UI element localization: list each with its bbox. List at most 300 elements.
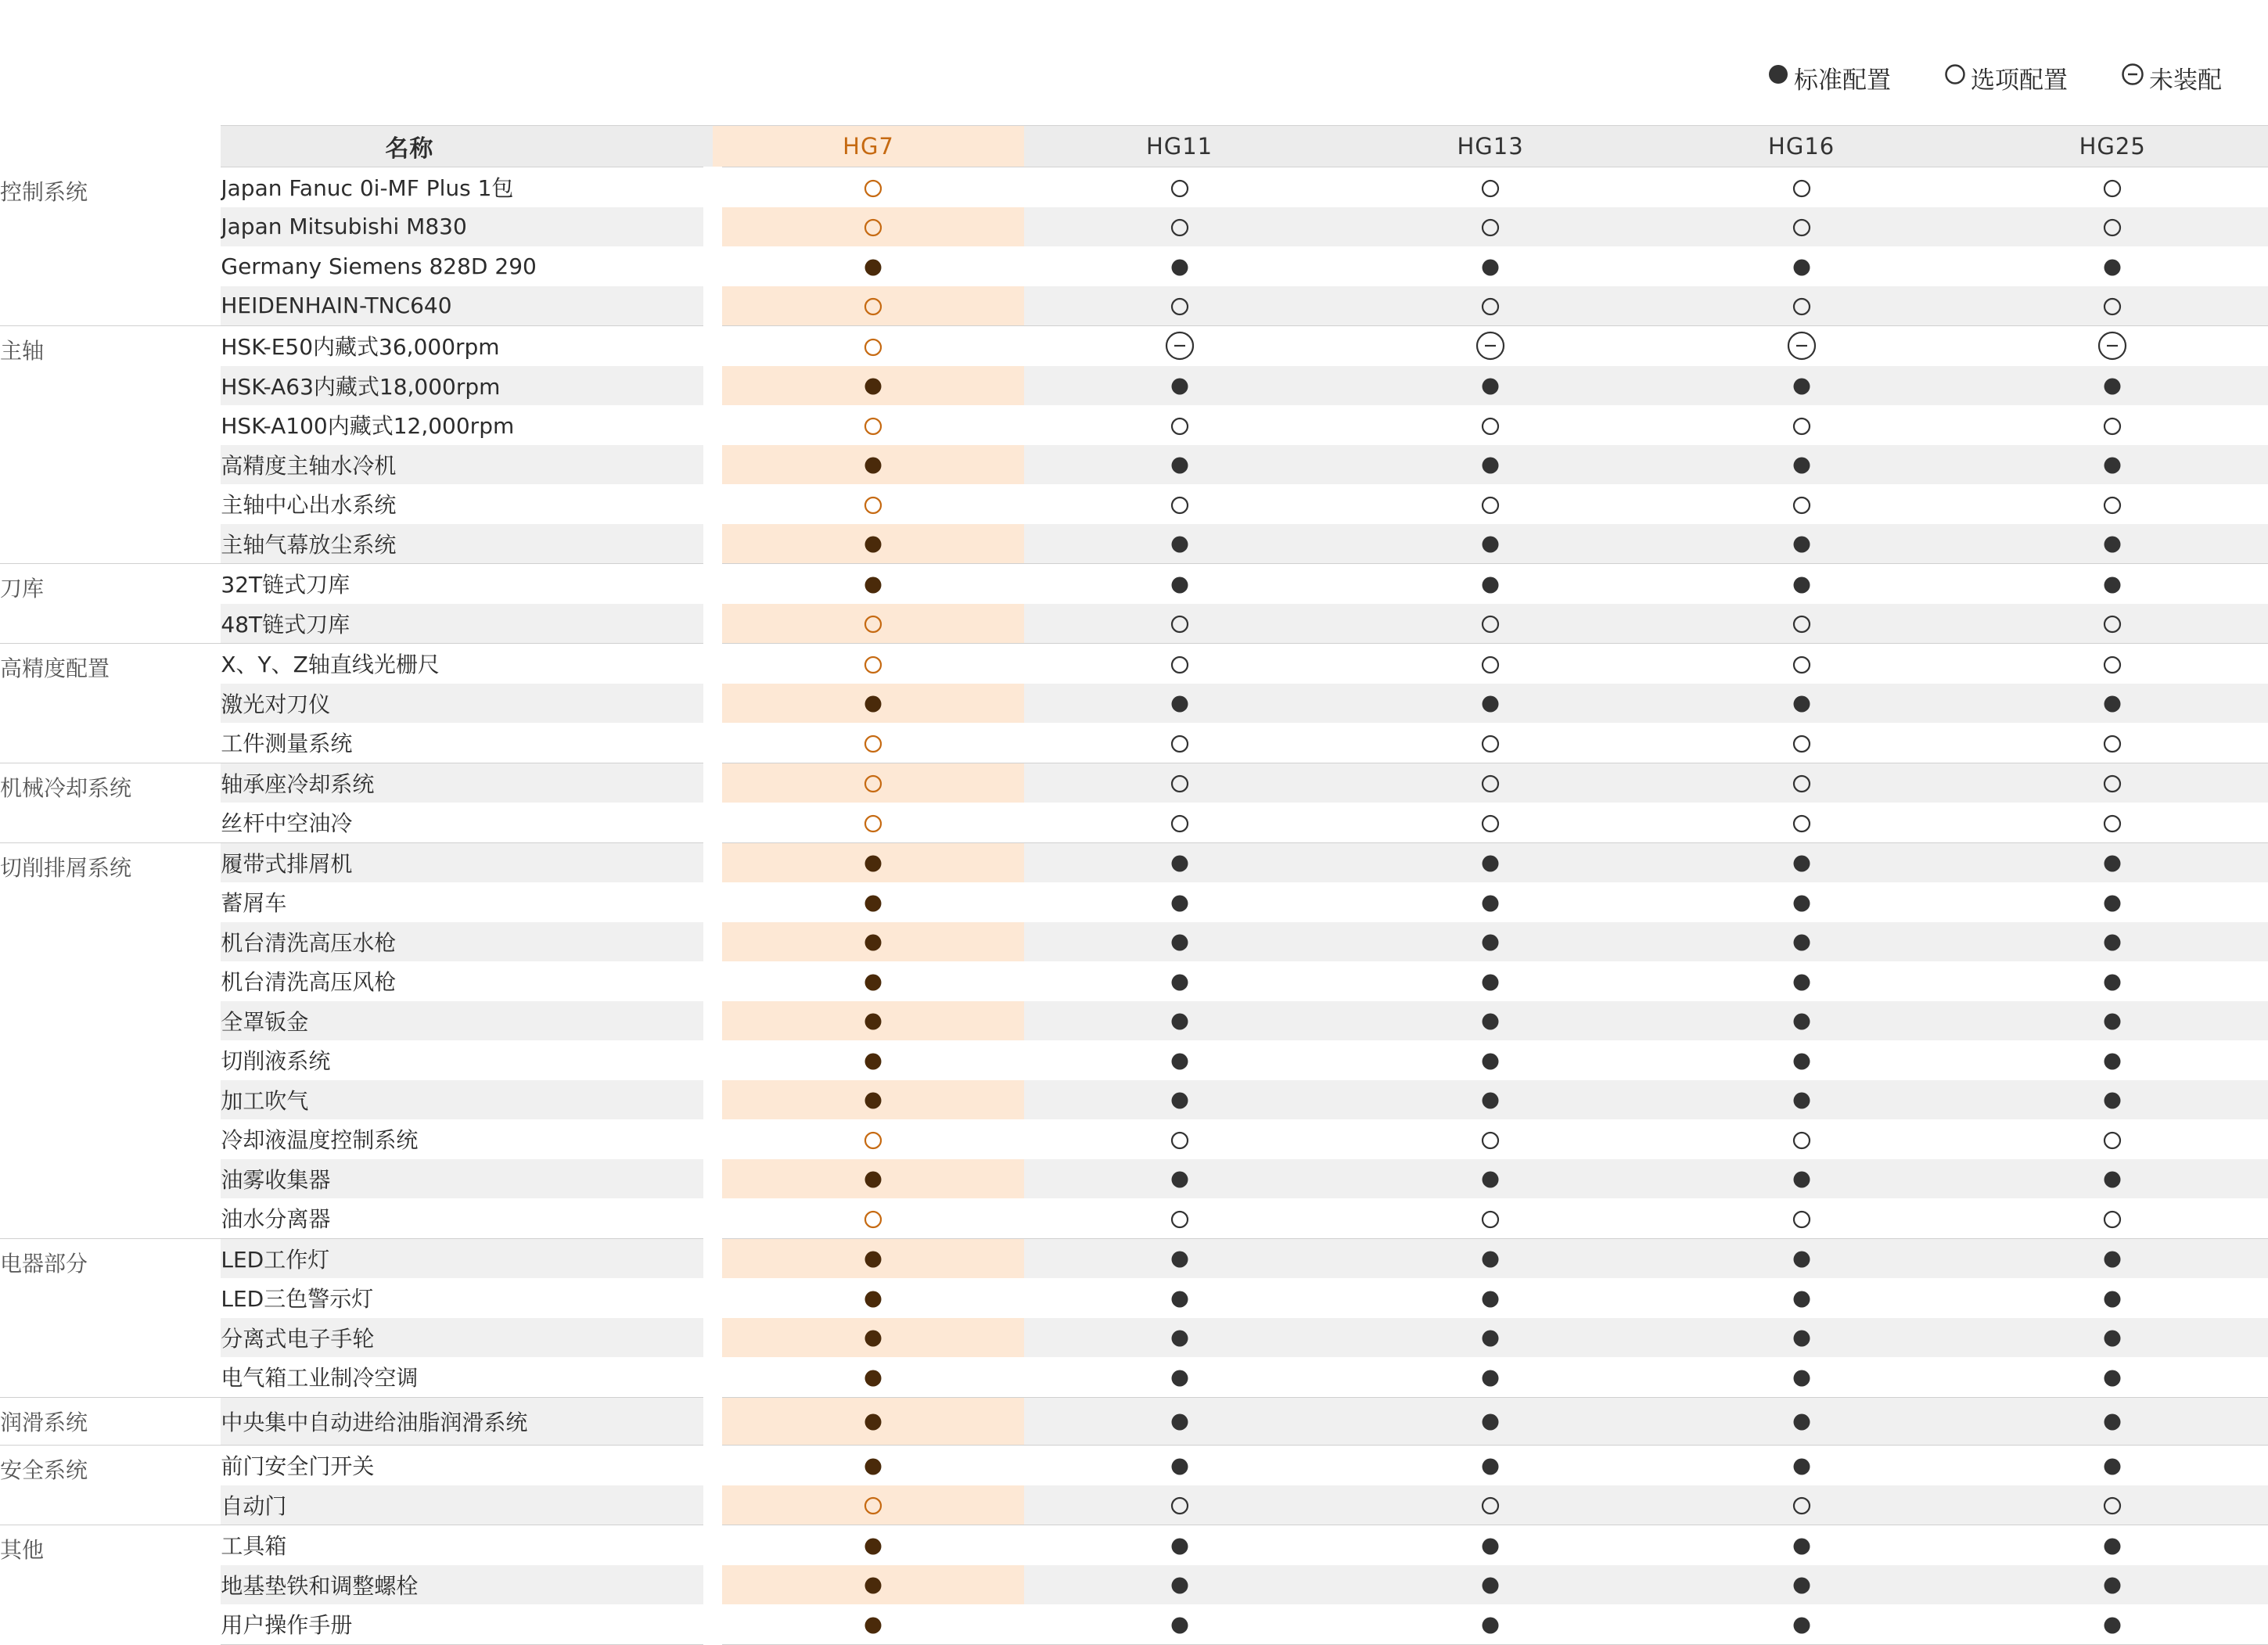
table-row bbox=[0, 484, 2268, 524]
hollow-circle-icon bbox=[1170, 655, 1189, 674]
hollow-circle-icon bbox=[1170, 417, 1189, 436]
value-cell-hg11 bbox=[1024, 684, 1335, 724]
value-cell-hg7 bbox=[713, 286, 1024, 326]
category-label: 电器部分 bbox=[0, 1238, 221, 1397]
legend-label-optional: 选项配置 bbox=[1971, 66, 2068, 95]
value-cell-hg7 bbox=[713, 842, 1024, 882]
filled-circle-icon bbox=[1481, 854, 1500, 873]
feature-name: 用户操作手册 bbox=[221, 1604, 713, 1644]
value-cell-hg16 bbox=[1646, 326, 1957, 366]
filled-circle-icon bbox=[2103, 1290, 2122, 1309]
table-row bbox=[0, 1238, 2268, 1278]
hollow-circle-icon bbox=[1481, 417, 1500, 436]
value-cell-hg11 bbox=[1024, 1446, 1335, 1485]
filled-circle-icon bbox=[864, 258, 882, 277]
filled-circle-icon bbox=[864, 695, 882, 713]
filled-circle-icon bbox=[1481, 933, 1500, 952]
category-label: 润滑系统 bbox=[0, 1397, 221, 1446]
hollow-circle-icon bbox=[2103, 297, 2122, 316]
filled-circle-icon bbox=[2103, 1170, 2122, 1189]
hollow-circle-icon bbox=[1792, 1210, 1811, 1229]
value-cell-hg11 bbox=[1024, 1001, 1335, 1041]
table-row bbox=[0, 1525, 2268, 1565]
filled-circle-icon bbox=[1170, 1616, 1189, 1635]
hollow-circle-icon bbox=[1170, 1210, 1189, 1229]
value-cell-hg16 bbox=[1646, 1159, 1957, 1199]
value-cell-hg16 bbox=[1646, 1080, 1957, 1120]
value-cell-hg11 bbox=[1024, 246, 1335, 286]
hollow-circle-icon bbox=[1792, 1131, 1811, 1150]
hollow-circle-icon bbox=[1792, 655, 1811, 674]
hollow-circle-icon bbox=[1792, 774, 1811, 793]
filled-circle-icon bbox=[1792, 1329, 1811, 1348]
value-cell-hg11 bbox=[1024, 1119, 1335, 1159]
value-cell-hg7 bbox=[713, 564, 1024, 604]
value-cell-hg11 bbox=[1024, 842, 1335, 882]
value-cell-hg13 bbox=[1335, 803, 1646, 842]
value-cell-hg11 bbox=[1024, 1565, 1335, 1605]
filled-circle-icon bbox=[1170, 576, 1189, 594]
value-cell-hg16 bbox=[1646, 1278, 1957, 1318]
value-cell-hg7 bbox=[713, 723, 1024, 763]
filled-circle-icon bbox=[1792, 1576, 1811, 1595]
value-cell-hg16 bbox=[1646, 1485, 1957, 1525]
header-model-hg13: HG13 bbox=[1335, 126, 1646, 167]
value-cell-hg7 bbox=[713, 1604, 1024, 1644]
value-cell-hg25 bbox=[1957, 922, 2268, 962]
hollow-circle-icon bbox=[1481, 179, 1500, 198]
value-cell-hg7 bbox=[713, 1119, 1024, 1159]
feature-name: HSK-A63内藏式18,000rpm bbox=[221, 366, 713, 406]
value-cell-hg13 bbox=[1335, 564, 1646, 604]
table-row bbox=[0, 246, 2268, 286]
hollow-circle-icon bbox=[864, 814, 882, 833]
value-cell-hg7 bbox=[713, 1318, 1024, 1358]
hollow-circle-icon bbox=[1170, 1496, 1189, 1515]
feature-name: 激光对刀仪 bbox=[221, 684, 713, 724]
value-cell-hg25 bbox=[1957, 1001, 2268, 1041]
header-model-hg11: HG11 bbox=[1024, 126, 1335, 167]
value-cell-hg16 bbox=[1646, 366, 1957, 406]
filled-circle-icon bbox=[1792, 1091, 1811, 1110]
value-cell-hg13 bbox=[1335, 763, 1646, 803]
value-cell-hg25 bbox=[1957, 803, 2268, 842]
hollow-circle-icon bbox=[1944, 63, 1966, 92]
filled-circle-icon bbox=[1170, 973, 1189, 992]
filled-circle-icon bbox=[1481, 1012, 1500, 1031]
value-cell-hg13 bbox=[1335, 1525, 1646, 1565]
filled-circle-icon bbox=[1481, 1413, 1500, 1431]
filled-circle-icon bbox=[1170, 1537, 1189, 1556]
value-cell-hg25 bbox=[1957, 1119, 2268, 1159]
value-cell-hg13 bbox=[1335, 684, 1646, 724]
filled-circle-icon bbox=[864, 1413, 882, 1431]
value-cell-hg16 bbox=[1646, 1001, 1957, 1041]
filled-circle-icon bbox=[1792, 894, 1811, 913]
legend-label-standard: 标准配置 bbox=[1794, 66, 1891, 95]
filled-circle-icon bbox=[864, 576, 882, 594]
filled-circle-icon bbox=[2103, 894, 2122, 913]
value-cell-hg7 bbox=[713, 644, 1024, 684]
value-cell-hg11 bbox=[1024, 882, 1335, 922]
filled-circle-icon bbox=[864, 894, 882, 913]
filled-circle-icon bbox=[864, 1091, 882, 1110]
value-cell-hg11 bbox=[1024, 484, 1335, 524]
value-cell-hg11 bbox=[1024, 1198, 1335, 1238]
feature-name: 中央集中自动进给油脂润滑系统 bbox=[221, 1397, 713, 1446]
value-cell-hg13 bbox=[1335, 286, 1646, 326]
value-cell-hg7 bbox=[713, 1040, 1024, 1080]
legend-item-standard bbox=[1767, 60, 1891, 95]
value-cell-hg11 bbox=[1024, 1525, 1335, 1565]
category-label: 安全系统 bbox=[0, 1446, 221, 1525]
hollow-circle-icon bbox=[1481, 1496, 1500, 1515]
value-cell-hg7 bbox=[713, 366, 1024, 406]
value-cell-hg25 bbox=[1957, 1318, 2268, 1358]
hollow-circle-icon bbox=[2103, 1496, 2122, 1515]
value-cell-hg25 bbox=[1957, 246, 2268, 286]
hollow-circle-icon bbox=[864, 218, 882, 237]
value-cell-hg7 bbox=[713, 1001, 1024, 1041]
value-cell-hg11 bbox=[1024, 1238, 1335, 1278]
value-cell-hg13 bbox=[1335, 1159, 1646, 1199]
value-cell-hg16 bbox=[1646, 644, 1957, 684]
filled-circle-icon bbox=[2103, 1369, 2122, 1388]
value-cell-hg13 bbox=[1335, 246, 1646, 286]
header-category-blank bbox=[0, 126, 221, 167]
feature-name: 地基垫铁和调整螺栓 bbox=[221, 1565, 713, 1605]
value-cell-hg25 bbox=[1957, 405, 2268, 445]
value-cell-hg25 bbox=[1957, 961, 2268, 1001]
value-cell-hg25 bbox=[1957, 1080, 2268, 1120]
hollow-circle-icon bbox=[864, 297, 882, 316]
hollow-circle-icon bbox=[2103, 774, 2122, 793]
category-label: 切削排屑系统 bbox=[0, 842, 221, 1238]
filled-circle-icon bbox=[864, 1329, 882, 1348]
feature-name: 切削液系统 bbox=[221, 1040, 713, 1080]
value-cell-hg16 bbox=[1646, 723, 1957, 763]
value-cell-hg13 bbox=[1335, 1080, 1646, 1120]
value-cell-hg7 bbox=[713, 1198, 1024, 1238]
value-cell-hg11 bbox=[1024, 1357, 1335, 1397]
value-cell-hg16 bbox=[1646, 1397, 1957, 1446]
value-cell-hg16 bbox=[1646, 564, 1957, 604]
minus-circle-icon bbox=[1475, 331, 1505, 361]
feature-name: HEIDENHAIN-TNC640 bbox=[221, 286, 713, 326]
filled-circle-icon bbox=[1481, 258, 1500, 277]
value-cell-hg11 bbox=[1024, 564, 1335, 604]
value-cell-hg16 bbox=[1646, 445, 1957, 485]
filled-circle-icon bbox=[1792, 1012, 1811, 1031]
filled-circle-icon bbox=[864, 1012, 882, 1031]
value-cell-hg25 bbox=[1957, 1565, 2268, 1605]
value-cell-hg7 bbox=[713, 763, 1024, 803]
filled-circle-icon bbox=[1170, 894, 1189, 913]
value-cell-hg13 bbox=[1335, 326, 1646, 366]
table-row bbox=[0, 604, 2268, 644]
table-row bbox=[0, 1159, 2268, 1199]
value-cell-hg13 bbox=[1335, 207, 1646, 247]
value-cell-hg25 bbox=[1957, 524, 2268, 564]
hollow-circle-icon bbox=[864, 615, 882, 634]
filled-circle-icon bbox=[2103, 1250, 2122, 1269]
filled-circle-icon bbox=[864, 1576, 882, 1595]
value-cell-hg25 bbox=[1957, 604, 2268, 644]
filled-circle-icon bbox=[1792, 258, 1811, 277]
filled-circle-icon bbox=[864, 535, 882, 554]
filled-circle-icon bbox=[864, 973, 882, 992]
hollow-circle-icon bbox=[864, 1131, 882, 1150]
table-row bbox=[0, 644, 2268, 684]
filled-circle-icon bbox=[2103, 535, 2122, 554]
table-row bbox=[0, 1485, 2268, 1525]
hollow-circle-icon bbox=[2103, 655, 2122, 674]
filled-circle-icon bbox=[1792, 695, 1811, 713]
hollow-circle-icon bbox=[1792, 496, 1811, 515]
filled-circle-icon bbox=[864, 456, 882, 475]
value-cell-hg11 bbox=[1024, 1040, 1335, 1080]
filled-circle-icon bbox=[1170, 258, 1189, 277]
feature-name: HSK-A100内藏式12,000rpm bbox=[221, 405, 713, 445]
hollow-circle-icon bbox=[864, 774, 882, 793]
filled-circle-icon bbox=[1481, 894, 1500, 913]
filled-circle-icon bbox=[1170, 1457, 1189, 1476]
hollow-circle-icon bbox=[1481, 774, 1500, 793]
hollow-circle-icon bbox=[864, 655, 882, 674]
value-cell-hg13 bbox=[1335, 1238, 1646, 1278]
hollow-circle-icon bbox=[1170, 297, 1189, 316]
value-cell-hg16 bbox=[1646, 1565, 1957, 1605]
hollow-circle-icon bbox=[2103, 417, 2122, 436]
value-cell-hg7 bbox=[713, 524, 1024, 564]
table-row bbox=[0, 922, 2268, 962]
filled-circle-icon bbox=[864, 1170, 882, 1189]
value-cell-hg7 bbox=[713, 167, 1024, 207]
value-cell-hg16 bbox=[1646, 842, 1957, 882]
hollow-circle-icon bbox=[1170, 218, 1189, 237]
value-cell-hg25 bbox=[1957, 1278, 2268, 1318]
category-label: 刀库 bbox=[0, 564, 221, 644]
filled-circle-icon bbox=[1792, 973, 1811, 992]
filled-circle-icon bbox=[1481, 973, 1500, 992]
value-cell-hg11 bbox=[1024, 723, 1335, 763]
filled-circle-icon bbox=[2103, 695, 2122, 713]
hollow-circle-icon bbox=[2103, 814, 2122, 833]
filled-circle-icon bbox=[2103, 1576, 2122, 1595]
feature-name: 高精度主轴水冷机 bbox=[221, 445, 713, 485]
filled-circle-icon bbox=[1481, 1576, 1500, 1595]
table-row bbox=[0, 961, 2268, 1001]
value-cell-hg11 bbox=[1024, 445, 1335, 485]
value-cell-hg7 bbox=[713, 445, 1024, 485]
minus-circle-icon bbox=[2097, 331, 2127, 361]
filled-circle-icon bbox=[1481, 1052, 1500, 1071]
value-cell-hg25 bbox=[1957, 1238, 2268, 1278]
value-cell-hg13 bbox=[1335, 961, 1646, 1001]
table-row bbox=[0, 803, 2268, 842]
feature-name: 机台清洗高压水枪 bbox=[221, 922, 713, 962]
hollow-circle-icon bbox=[864, 338, 882, 357]
filled-circle-icon bbox=[2103, 1091, 2122, 1110]
filled-circle-icon bbox=[1481, 695, 1500, 713]
value-cell-hg7 bbox=[713, 1525, 1024, 1565]
value-cell-hg16 bbox=[1646, 1318, 1957, 1358]
filled-circle-icon bbox=[1170, 1170, 1189, 1189]
value-cell-hg7 bbox=[713, 684, 1024, 724]
feature-name: 前门安全门开关 bbox=[221, 1446, 713, 1485]
hollow-circle-icon bbox=[864, 496, 882, 515]
filled-circle-icon bbox=[864, 377, 882, 396]
filled-circle-icon bbox=[1792, 933, 1811, 952]
feature-name: 自动门 bbox=[221, 1485, 713, 1525]
filled-circle-icon bbox=[1767, 63, 1789, 92]
feature-name: 全罩钣金 bbox=[221, 1001, 713, 1041]
value-cell-hg25 bbox=[1957, 326, 2268, 366]
value-cell-hg13 bbox=[1335, 842, 1646, 882]
filled-circle-icon bbox=[1170, 377, 1189, 396]
value-cell-hg16 bbox=[1646, 1446, 1957, 1485]
feature-name: 工件测量系统 bbox=[221, 723, 713, 763]
hollow-circle-icon bbox=[2103, 218, 2122, 237]
legend bbox=[1767, 59, 2222, 95]
hollow-circle-icon bbox=[2103, 496, 2122, 515]
feature-name: X、Y、Z轴直线光栅尺 bbox=[221, 644, 713, 684]
value-cell-hg16 bbox=[1646, 524, 1957, 564]
value-cell-hg25 bbox=[1957, 882, 2268, 922]
category-label: 其他 bbox=[0, 1525, 221, 1645]
hollow-circle-icon bbox=[1792, 218, 1811, 237]
value-cell-hg11 bbox=[1024, 1485, 1335, 1525]
value-cell-hg25 bbox=[1957, 1604, 2268, 1644]
filled-circle-icon bbox=[1170, 456, 1189, 475]
filled-circle-icon bbox=[1792, 1537, 1811, 1556]
filled-circle-icon bbox=[1170, 854, 1189, 873]
filled-circle-icon bbox=[1792, 377, 1811, 396]
table-row bbox=[0, 1357, 2268, 1397]
value-cell-hg25 bbox=[1957, 1159, 2268, 1199]
minus-circle-icon bbox=[1165, 331, 1195, 361]
value-cell-hg7 bbox=[713, 882, 1024, 922]
table-row bbox=[0, 167, 2268, 207]
table-row bbox=[0, 445, 2268, 485]
table-row bbox=[0, 405, 2268, 445]
filled-circle-icon bbox=[1170, 1290, 1189, 1309]
value-cell-hg16 bbox=[1646, 207, 1957, 247]
hollow-circle-icon bbox=[2103, 615, 2122, 634]
value-cell-hg16 bbox=[1646, 405, 1957, 445]
value-cell-hg25 bbox=[1957, 763, 2268, 803]
category-label: 高精度配置 bbox=[0, 644, 221, 763]
value-cell-hg16 bbox=[1646, 684, 1957, 724]
value-cell-hg16 bbox=[1646, 286, 1957, 326]
feature-name: 工具箱 bbox=[221, 1525, 713, 1565]
value-cell-hg25 bbox=[1957, 1485, 2268, 1525]
value-cell-hg16 bbox=[1646, 961, 1957, 1001]
filled-circle-icon bbox=[2103, 456, 2122, 475]
header-model-hg25: HG25 bbox=[1957, 126, 2268, 167]
filled-circle-icon bbox=[1792, 1170, 1811, 1189]
feature-name: 蓄屑车 bbox=[221, 882, 713, 922]
value-cell-hg25 bbox=[1957, 1446, 2268, 1485]
table-row bbox=[0, 1040, 2268, 1080]
table-row bbox=[0, 286, 2268, 326]
feature-name: 电气箱工业制冷空调 bbox=[221, 1357, 713, 1397]
value-cell-hg13 bbox=[1335, 644, 1646, 684]
value-cell-hg16 bbox=[1646, 1198, 1957, 1238]
filled-circle-icon bbox=[864, 1052, 882, 1071]
filled-circle-icon bbox=[1481, 456, 1500, 475]
hollow-circle-icon bbox=[2103, 735, 2122, 753]
feature-name: Japan Fanuc 0i-MF Plus 1包 bbox=[221, 167, 713, 207]
value-cell-hg16 bbox=[1646, 484, 1957, 524]
legend-item-not-equipped bbox=[2121, 60, 2222, 95]
table-row bbox=[0, 723, 2268, 763]
filled-circle-icon bbox=[1481, 1369, 1500, 1388]
hollow-circle-icon bbox=[1792, 179, 1811, 198]
value-cell-hg13 bbox=[1335, 524, 1646, 564]
hollow-circle-icon bbox=[1792, 814, 1811, 833]
feature-name: 分离式电子手轮 bbox=[221, 1318, 713, 1358]
value-cell-hg11 bbox=[1024, 1604, 1335, 1644]
value-cell-hg13 bbox=[1335, 405, 1646, 445]
value-cell-hg7 bbox=[713, 1565, 1024, 1605]
value-cell-hg7 bbox=[713, 207, 1024, 247]
filled-circle-icon bbox=[1170, 695, 1189, 713]
value-cell-hg7 bbox=[713, 1446, 1024, 1485]
feature-name: Germany Siemens 828D 290 bbox=[221, 246, 713, 286]
filled-circle-icon bbox=[864, 1290, 882, 1309]
filled-circle-icon bbox=[1170, 1576, 1189, 1595]
value-cell-hg13 bbox=[1335, 1397, 1646, 1446]
value-cell-hg16 bbox=[1646, 1357, 1957, 1397]
value-cell-hg25 bbox=[1957, 1397, 2268, 1446]
filled-circle-icon bbox=[1170, 933, 1189, 952]
table-row bbox=[0, 207, 2268, 247]
value-cell-hg13 bbox=[1335, 604, 1646, 644]
value-cell-hg16 bbox=[1646, 922, 1957, 962]
value-cell-hg11 bbox=[1024, 763, 1335, 803]
value-cell-hg7 bbox=[713, 922, 1024, 962]
filled-circle-icon bbox=[1792, 1457, 1811, 1476]
value-cell-hg16 bbox=[1646, 882, 1957, 922]
header-name: 名称 bbox=[221, 126, 713, 167]
value-cell-hg7 bbox=[713, 246, 1024, 286]
value-cell-hg11 bbox=[1024, 922, 1335, 962]
feature-name: HSK-E50内藏式36,000rpm bbox=[221, 326, 713, 366]
table-row bbox=[0, 1001, 2268, 1041]
value-cell-hg25 bbox=[1957, 484, 2268, 524]
legend-label-not-equipped: 未装配 bbox=[2149, 66, 2222, 95]
feature-name: 机台清洗高压风枪 bbox=[221, 961, 713, 1001]
value-cell-hg25 bbox=[1957, 644, 2268, 684]
filled-circle-icon bbox=[1792, 1052, 1811, 1071]
filled-circle-icon bbox=[1170, 1012, 1189, 1031]
hollow-circle-icon bbox=[1481, 218, 1500, 237]
hollow-circle-icon bbox=[1792, 297, 1811, 316]
filled-circle-icon bbox=[1792, 535, 1811, 554]
table-row bbox=[0, 842, 2268, 882]
feature-name: 加工吹气 bbox=[221, 1080, 713, 1120]
filled-circle-icon bbox=[2103, 1012, 2122, 1031]
hollow-circle-icon bbox=[1170, 496, 1189, 515]
filled-circle-icon bbox=[2103, 1413, 2122, 1431]
hollow-circle-icon bbox=[1792, 735, 1811, 753]
filled-circle-icon bbox=[1481, 1091, 1500, 1110]
table-row bbox=[0, 1119, 2268, 1159]
hollow-circle-icon bbox=[864, 735, 882, 753]
feature-name: 油雾收集器 bbox=[221, 1159, 713, 1199]
value-cell-hg16 bbox=[1646, 246, 1957, 286]
